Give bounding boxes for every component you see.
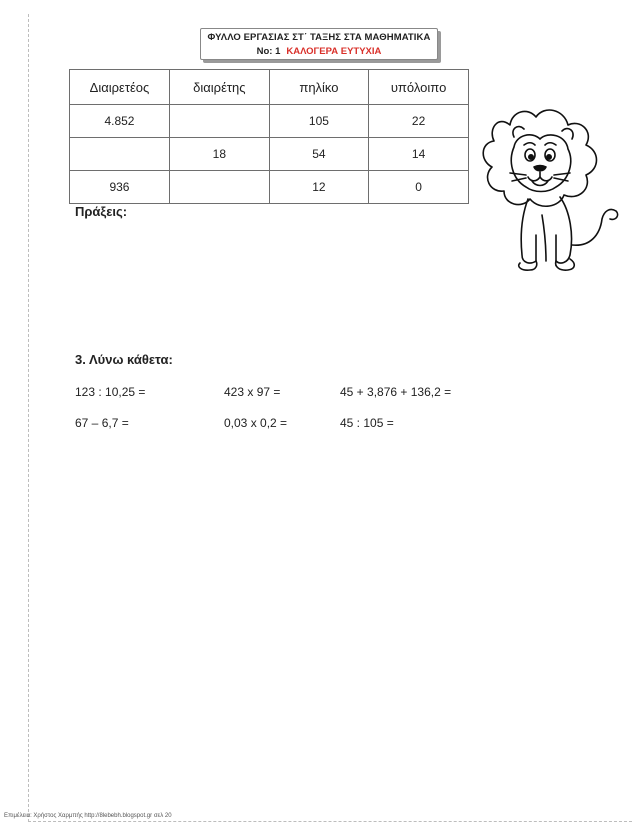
table-cell: 18	[169, 138, 269, 171]
worksheet-title-box	[200, 28, 438, 60]
table-cell: 936	[70, 171, 170, 204]
table-cell: 4.852	[70, 105, 170, 138]
worksheet-title: ΦΥΛΛΟ ΕΡΓΑΣΙΑΣ ΣΤ΄ ΤΑΞΗΣ ΣΤΑ ΜΑΘΗΜΑΤΙΚΑ	[207, 32, 431, 43]
header-divisor: διαιρέτης	[169, 70, 269, 105]
table-cell: 0	[369, 171, 469, 204]
exercise-3: 45 + 3,876 + 136,2 =	[340, 385, 452, 399]
table-cell: 12	[269, 171, 368, 204]
student-name: ΚΑΛΟΓΕΡΑ ΕΥΤΥΧΙΑ	[286, 46, 382, 57]
table-cell	[169, 171, 269, 204]
table-row	[70, 171, 469, 204]
table-cell: 14	[369, 138, 469, 171]
worksheet-number-line	[201, 45, 437, 59]
exercise-5: 0,03 x 0,2 =	[224, 416, 288, 430]
table-cell: 22	[369, 105, 469, 138]
operations-label: Πράξεις:	[75, 204, 128, 219]
section-3-title: 3. Λύνω κάθετα:	[75, 352, 173, 367]
exercise-4: 67 – 6,7 =	[75, 416, 129, 430]
table-header-row	[70, 70, 469, 105]
page-footer: Επιμέλεια: Χρήστος Χαρμπής http://8lebebh.blogspot.gr σελ 20	[4, 813, 172, 819]
exercise-2: 423 x 97 =	[224, 385, 281, 399]
lion-illustration	[470, 95, 630, 275]
worksheet-number: Νο: 1	[256, 46, 281, 57]
header-remainder: υπόλοιπο	[369, 70, 469, 105]
exercise-1: 123 : 10,25 =	[75, 385, 146, 399]
table-cell: 54	[269, 138, 368, 171]
table-cell: 105	[269, 105, 368, 138]
header-quotient: πηλίκο	[269, 70, 368, 105]
table-row	[70, 105, 469, 138]
table-cell	[169, 105, 269, 138]
header-dividend: Διαιρετέος	[70, 70, 170, 105]
division-table	[69, 69, 469, 204]
table-row	[70, 138, 469, 171]
exercise-6: 45 : 105 =	[340, 416, 394, 430]
table-cell	[70, 138, 170, 171]
